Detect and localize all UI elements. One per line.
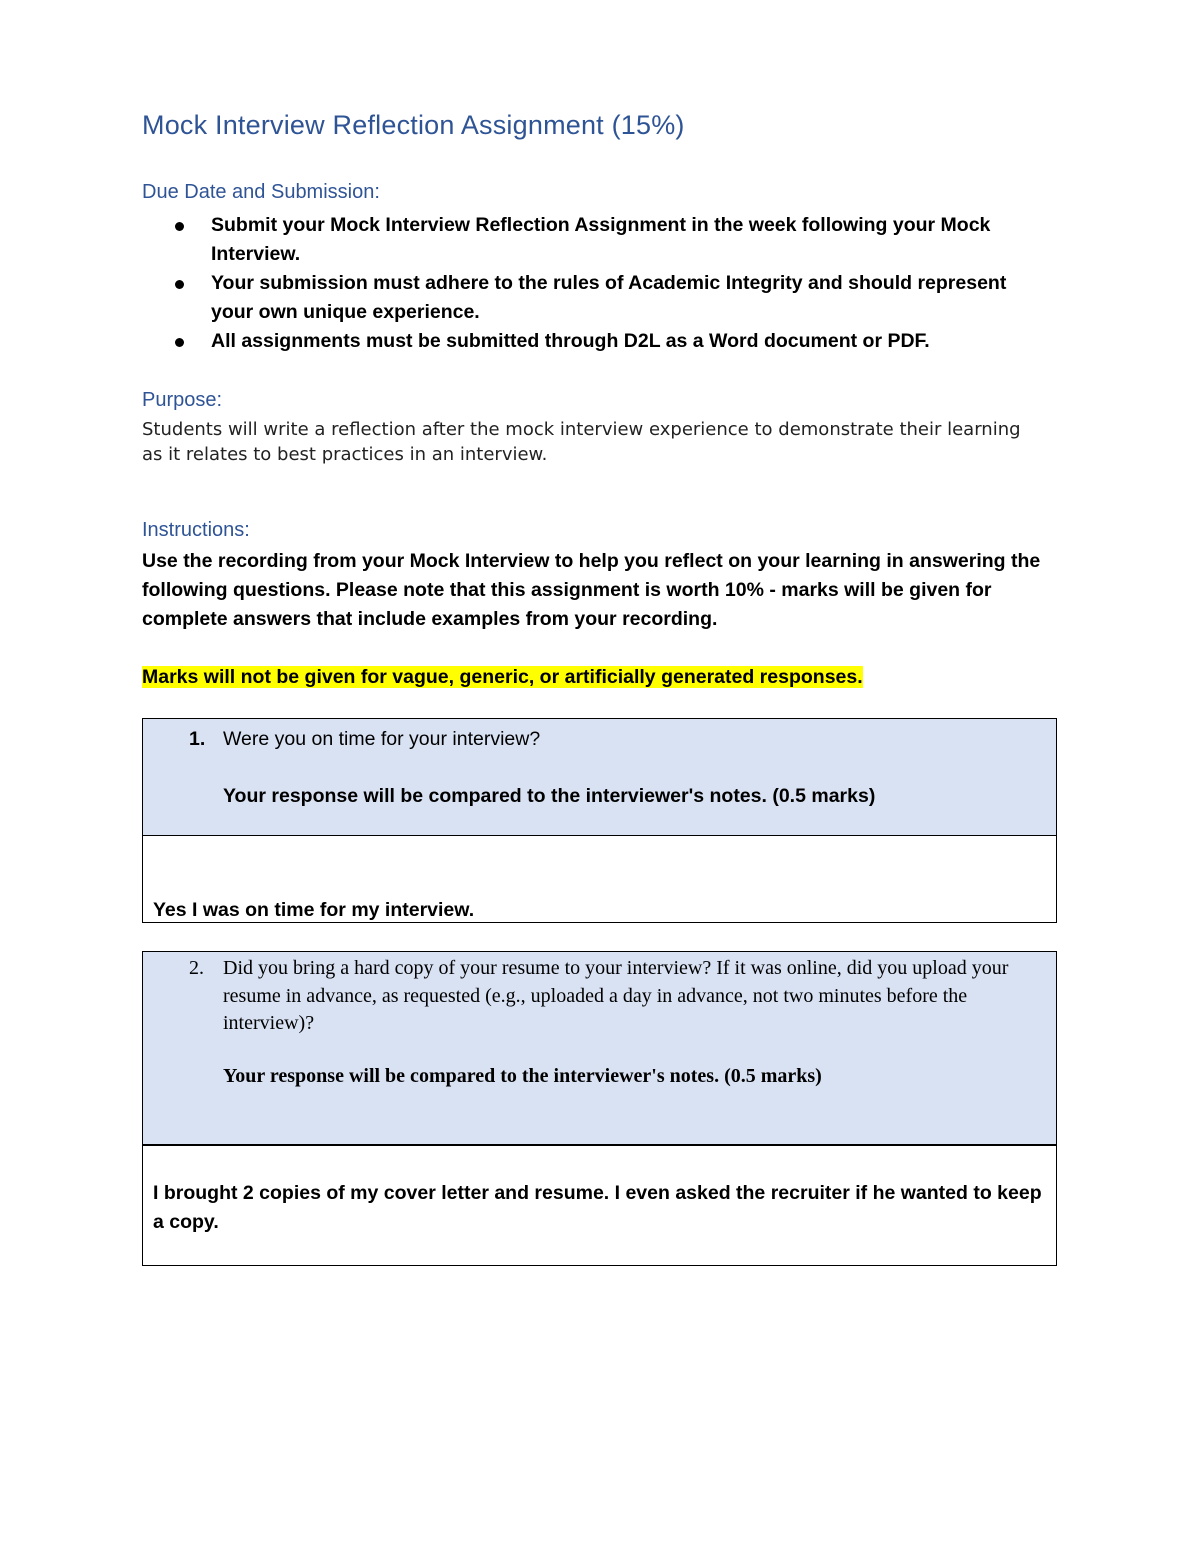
warning-text: Marks will not be given for vague, generic, or artificially generated responses.	[142, 666, 863, 688]
bullet-icon	[175, 222, 184, 231]
purpose-heading: Purpose:	[142, 389, 223, 411]
purpose-text: Students will write a reflection after the mock interview experience to demonstrate their learning as it relates to best practices in an interview.	[142, 419, 1021, 465]
list-item-text: All assignments must be submitted through D2L as a Word document or PDF.	[211, 330, 930, 352]
due-date-heading: Due Date and Submission:	[142, 181, 380, 203]
answer-text: Yes I was on time for my interview.	[153, 899, 475, 921]
list-item	[142, 211, 1042, 269]
answer-1-text[interactable]	[153, 896, 1043, 925]
list-item	[142, 269, 1042, 327]
question-2-cell	[143, 952, 1056, 1146]
answer-2-text[interactable]: I brought 2 copies of my cover letter and resume. I even asked the recruiter if he wanted to keep a copy.	[153, 1182, 1042, 1233]
instructions-heading: Instructions:	[142, 519, 250, 541]
bullet-icon	[175, 280, 184, 289]
question-1-cell	[143, 719, 1056, 836]
question-note: Your response will be compared to the interviewer's notes. (0.5 marks)	[223, 1065, 822, 1087]
question-number: 2.	[189, 957, 204, 979]
due-date-list	[142, 211, 1042, 356]
list-item-text: Submit your Mock Interview Reflection Assignment in the week following your Mock Interview.	[211, 214, 991, 265]
bullet-icon	[175, 338, 184, 347]
page-title: Mock Interview Reflection Assignment (15%)	[142, 110, 685, 140]
question-number: 1.	[189, 728, 206, 750]
question-1-table	[142, 718, 1057, 923]
list-item	[142, 327, 1042, 356]
question-note: Your response will be compared to the interviewer's notes. (0.5 marks)	[223, 785, 876, 807]
list-item-text: Your submission must adhere to the rules of Academic Integrity and should represent your own unique experience.	[211, 272, 1007, 323]
question-text: Were you on time for your interview?	[223, 728, 541, 750]
question-text: Did you bring a hard copy of your resume to your interview? If it was online, did you upload your resume in advance, as requested (e.g., uploaded a day in advance, not two minutes before the interview)?	[223, 957, 1009, 1034]
instructions-text: Use the recording from your Mock Interview to help you reflect on your learning in answering the following questions. Please note that this assignment is worth 10% - marks will be given for complete answers that include examples from your recording.	[142, 550, 1041, 630]
highlighted-warning	[142, 663, 863, 692]
question-2-table	[142, 951, 1057, 1266]
